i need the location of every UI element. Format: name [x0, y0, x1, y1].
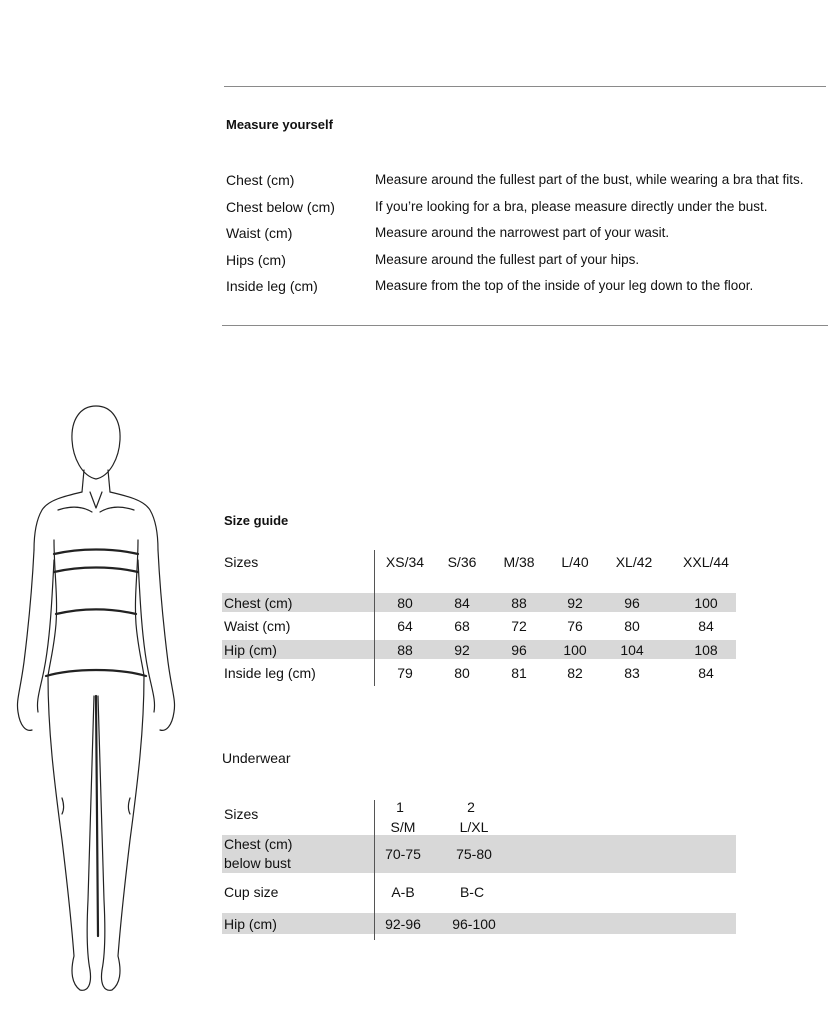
- size-header: XXL/44: [683, 554, 729, 570]
- size-header: XL/42: [615, 554, 653, 570]
- table-cell: 84: [698, 665, 714, 681]
- table-cell: A-B: [391, 884, 415, 900]
- size-header: S/36: [447, 554, 477, 570]
- body-measurement-figure-icon: [10, 400, 182, 996]
- table-cell: 80: [397, 595, 413, 611]
- row-label: Hip (cm): [224, 642, 277, 658]
- table-cell: 104: [620, 642, 644, 658]
- table-divider: [374, 800, 375, 940]
- size-header: M/38: [503, 554, 535, 570]
- size-guide-title: Size guide: [224, 513, 289, 528]
- table-cell: 88: [397, 642, 413, 658]
- row-label: Hip (cm): [224, 916, 277, 932]
- bottom-divider: [222, 325, 828, 326]
- measure-description: Measure around the narrowest part of your wasit.: [375, 225, 670, 240]
- measure-label: Waist (cm): [226, 225, 293, 241]
- underwear-title: Underwear: [222, 750, 291, 766]
- measure-title: Measure yourself: [226, 117, 333, 132]
- size-header: XS/34: [385, 554, 425, 570]
- size-header: L/40: [561, 554, 589, 570]
- table-cell: 92: [454, 642, 470, 658]
- table-cell: 72: [511, 618, 527, 634]
- table-cell: 70-75: [385, 846, 421, 862]
- sizes-header-label: Sizes: [224, 806, 259, 822]
- measure-description: Measure from the top of the inside of your leg down to the floor.: [375, 278, 754, 293]
- table-cell: 75-80: [456, 846, 492, 862]
- table-cell: 100: [563, 642, 587, 658]
- measure-row: [226, 225, 826, 245]
- table-cell: 81: [511, 665, 527, 681]
- size-name: S/M: [390, 819, 416, 835]
- size-name: L/XL: [459, 819, 489, 835]
- measure-label: Inside leg (cm): [226, 278, 318, 294]
- table-cell: 92: [567, 595, 583, 611]
- table-cell: 80: [454, 665, 470, 681]
- table-cell: 64: [397, 618, 413, 634]
- table-cell: 96: [624, 595, 640, 611]
- row-label: Waist (cm): [224, 618, 291, 634]
- measure-description: If you’re looking for a bra, please measure directly under the bust.: [375, 199, 768, 214]
- top-divider: [224, 86, 826, 87]
- table-cell: 83: [624, 665, 640, 681]
- table-divider: [374, 550, 375, 686]
- size-number: 1: [396, 799, 404, 815]
- table-cell: 100: [694, 595, 718, 611]
- table-cell: 108: [694, 642, 718, 658]
- table-cell: 96-100: [452, 916, 496, 932]
- measure-description: Measure around the fullest part of your hips.: [375, 252, 640, 267]
- measure-row: [226, 278, 826, 298]
- table-cell: 68: [454, 618, 470, 634]
- table-cell: 79: [397, 665, 413, 681]
- table-cell: 88: [511, 595, 527, 611]
- table-cell: B-C: [459, 884, 485, 900]
- measure-label: Chest below (cm): [226, 199, 335, 215]
- table-cell: 92-96: [385, 916, 421, 932]
- measure-row: [226, 172, 826, 192]
- size-number: 2: [467, 799, 475, 815]
- row-label: Cup size: [224, 884, 279, 900]
- table-cell: 80: [624, 618, 640, 634]
- row-label: Chest (cm): [224, 836, 293, 852]
- table-cell: 84: [454, 595, 470, 611]
- measure-label: Hips (cm): [226, 252, 286, 268]
- measure-label: Chest (cm): [226, 172, 295, 188]
- row-label: below bust: [224, 855, 291, 871]
- row-label: Inside leg (cm): [224, 665, 316, 681]
- table-cell: 76: [567, 618, 583, 634]
- measure-description: Measure around the fullest part of the bust, while wearing a bra that fits.: [375, 172, 804, 187]
- table-cell: 84: [698, 618, 714, 634]
- measure-row: [226, 252, 826, 272]
- measure-row: [226, 199, 826, 219]
- sizes-header-label: Sizes: [224, 554, 259, 570]
- row-label: Chest (cm): [224, 595, 293, 611]
- table-cell: 82: [567, 665, 583, 681]
- table-cell: 96: [511, 642, 527, 658]
